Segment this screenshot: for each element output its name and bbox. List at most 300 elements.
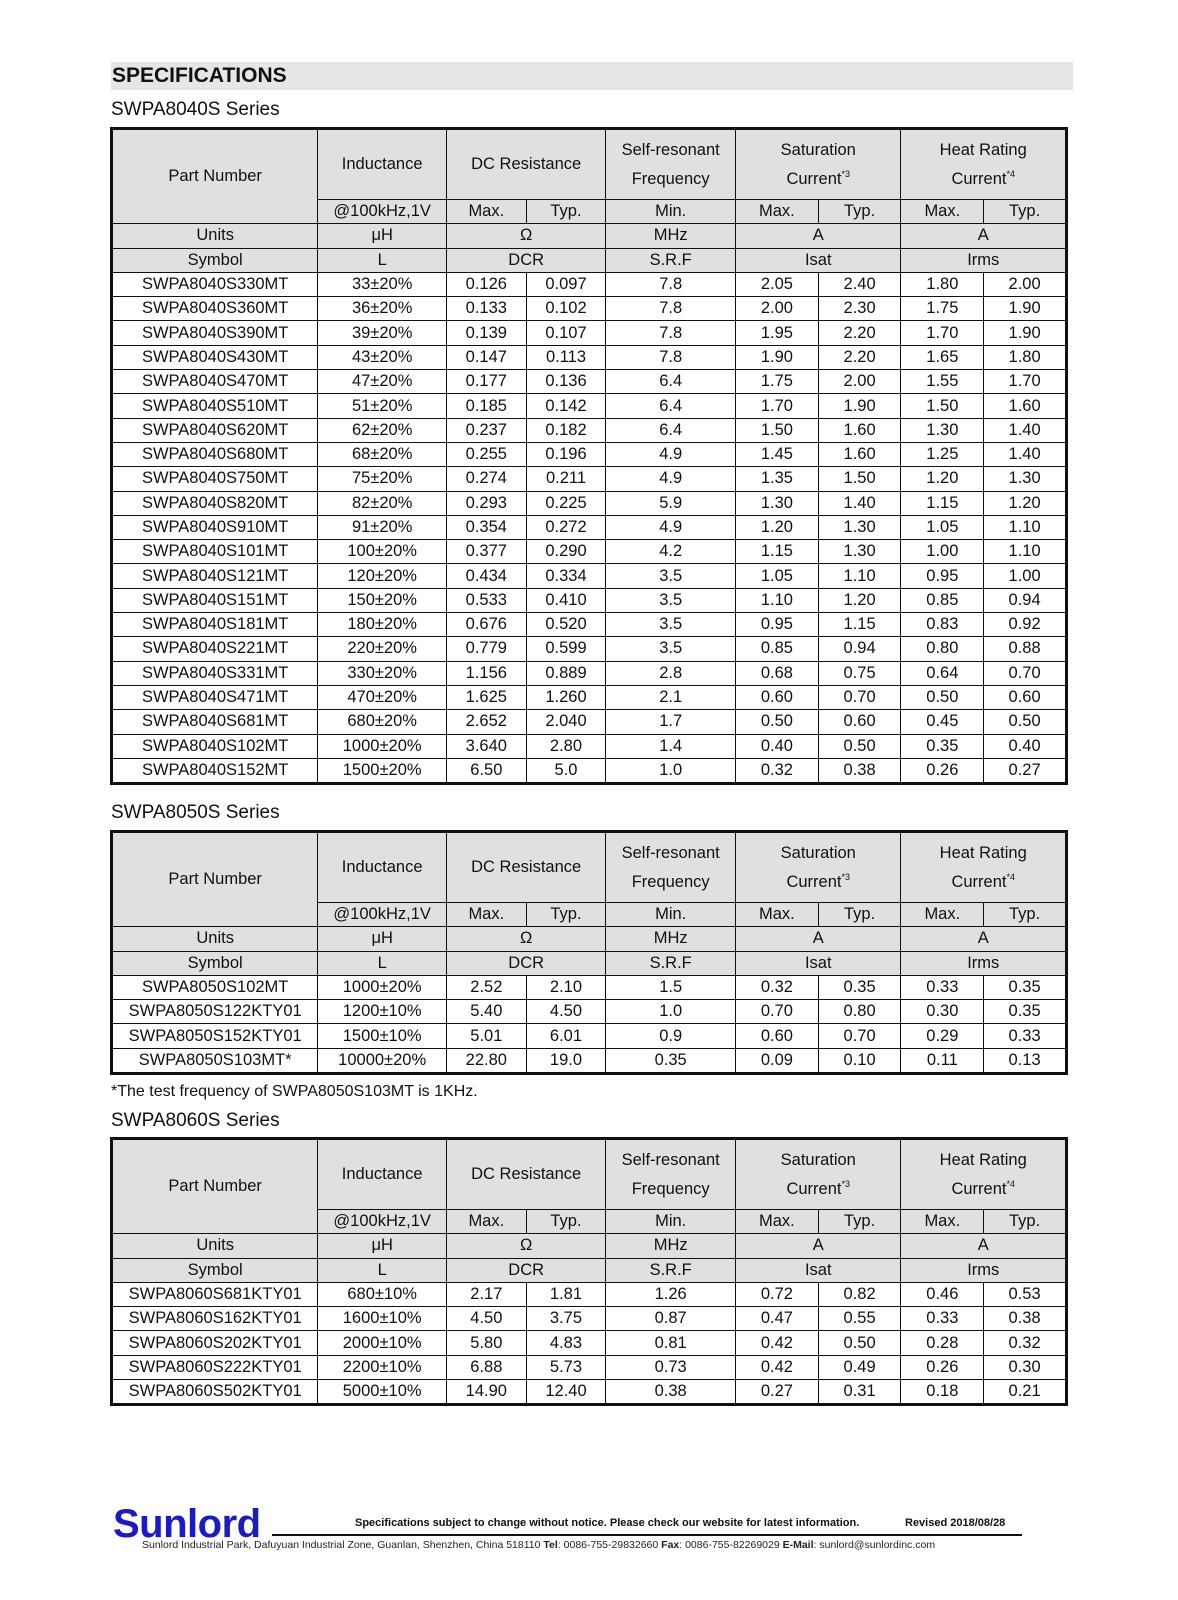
cell-irms-typ: 1.40 xyxy=(984,442,1067,466)
table-row xyxy=(112,710,1067,734)
cell-part-number: SWPA8060S222KTY01 xyxy=(112,1355,318,1379)
cell-part-number: SWPA8040S152MT xyxy=(112,758,318,783)
cell-irms-typ: 0.35 xyxy=(984,1000,1067,1024)
cell-irms-typ: 0.27 xyxy=(984,758,1067,783)
cell-irms-typ: 1.20 xyxy=(984,491,1067,515)
cell-isat-typ: 2.20 xyxy=(818,345,901,369)
unit-srf: MHz xyxy=(606,224,736,248)
header-heat-rating-current xyxy=(901,1139,1067,1210)
address-text: Sunlord Industrial Park, Dafuyuan Industrial Zone, Guanlan, Shenzhen, China 518110 xyxy=(142,1539,541,1551)
spec-table xyxy=(110,1137,1068,1406)
cell-isat-max: 0.70 xyxy=(736,1000,819,1024)
unit-dcr: Ω xyxy=(447,1234,606,1258)
cell-isat-typ: 0.35 xyxy=(818,975,901,999)
cell-part-number: SWPA8040S510MT xyxy=(112,394,318,418)
cell-inductance: 2200±10% xyxy=(318,1355,447,1379)
cell-isat-max: 1.90 xyxy=(736,345,819,369)
cell-inductance: 1600±10% xyxy=(318,1307,447,1331)
cell-irms-typ: 0.50 xyxy=(984,710,1067,734)
footer-divider xyxy=(272,1534,1022,1536)
cell-part-number: SWPA8040S390MT xyxy=(112,321,318,345)
cell-dcr-typ: 1.260 xyxy=(526,685,606,709)
cell-isat-typ: 2.00 xyxy=(818,370,901,394)
cell-irms-max: 0.11 xyxy=(901,1048,984,1073)
header-saturation-current xyxy=(736,1139,901,1210)
cell-dcr-max: 0.533 xyxy=(447,588,527,612)
cell-srf-min: 3.5 xyxy=(606,637,736,661)
cell-irms-max: 0.46 xyxy=(901,1282,984,1306)
cell-isat-typ: 0.80 xyxy=(818,1000,901,1024)
cell-isat-max: 0.32 xyxy=(736,758,819,783)
cell-irms-typ: 0.88 xyxy=(984,637,1067,661)
subheader-typ: Typ. xyxy=(984,200,1067,224)
cell-irms-typ: 0.21 xyxy=(984,1380,1067,1405)
footer-address xyxy=(142,1539,935,1551)
cell-isat-max: 2.00 xyxy=(736,297,819,321)
cell-inductance: 1200±10% xyxy=(318,1000,447,1024)
table-row xyxy=(112,588,1067,612)
cell-dcr-max: 5.80 xyxy=(447,1331,527,1355)
header-srf-line2: Frequency xyxy=(631,872,710,891)
symbol-label: Symbol xyxy=(112,1258,318,1282)
cell-dcr-typ: 0.889 xyxy=(526,661,606,685)
symbol-dcr: DCR xyxy=(447,951,606,975)
cell-dcr-typ: 5.73 xyxy=(526,1355,606,1379)
cell-part-number: SWPA8040S221MT xyxy=(112,637,318,661)
cell-srf-min: 0.35 xyxy=(606,1048,736,1073)
cell-inductance: 39±20% xyxy=(318,321,447,345)
cell-isat-max: 0.72 xyxy=(736,1282,819,1306)
subheader-typ: Typ. xyxy=(526,1210,606,1234)
cell-inductance: 33±20% xyxy=(318,272,447,296)
units-label: Units xyxy=(112,224,318,248)
cell-irms-typ: 1.00 xyxy=(984,564,1067,588)
unit-isat: A xyxy=(736,927,901,951)
cell-irms-max: 0.33 xyxy=(901,1307,984,1331)
cell-isat-max: 1.70 xyxy=(736,394,819,418)
cell-isat-max: 1.30 xyxy=(736,491,819,515)
cell-isat-typ: 0.94 xyxy=(818,637,901,661)
header-sat-line1: Saturation xyxy=(780,140,856,159)
cell-inductance: 120±20% xyxy=(318,564,447,588)
header-heat-note: *4 xyxy=(1006,871,1015,882)
cell-srf-min: 2.1 xyxy=(606,685,736,709)
table-row xyxy=(112,1355,1067,1379)
header-heat-line1: Heat Rating xyxy=(939,140,1027,159)
cell-irms-max: 1.55 xyxy=(901,370,984,394)
cell-isat-max: 0.50 xyxy=(736,710,819,734)
cell-dcr-typ: 5.0 xyxy=(526,758,606,783)
table-row xyxy=(112,564,1067,588)
cell-dcr-typ: 0.182 xyxy=(526,418,606,442)
cell-isat-max: 0.85 xyxy=(736,637,819,661)
cell-inductance: 1500±20% xyxy=(318,758,447,783)
cell-inductance: 220±20% xyxy=(318,637,447,661)
cell-part-number: SWPA8040S151MT xyxy=(112,588,318,612)
header-inductance: Inductance xyxy=(318,1139,447,1210)
fax-value: : 0086-755-82269029 xyxy=(679,1539,780,1551)
cell-irms-max: 1.15 xyxy=(901,491,984,515)
cell-srf-min: 3.5 xyxy=(606,588,736,612)
cell-part-number: SWPA8060S162KTY01 xyxy=(112,1307,318,1331)
table-row xyxy=(112,418,1067,442)
cell-srf-min: 6.4 xyxy=(606,370,736,394)
header-sat-line2: Current xyxy=(786,169,842,188)
cell-isat-max: 2.05 xyxy=(736,272,819,296)
cell-isat-max: 1.95 xyxy=(736,321,819,345)
subheader-typ: Typ. xyxy=(818,1210,901,1234)
cell-dcr-typ: 0.520 xyxy=(526,613,606,637)
cell-inductance: 1500±10% xyxy=(318,1024,447,1048)
header-inductance: Inductance xyxy=(318,832,447,903)
subheader-typ: Typ. xyxy=(818,903,901,927)
unit-isat: A xyxy=(736,1234,901,1258)
units-label: Units xyxy=(112,927,318,951)
cell-irms-max: 1.25 xyxy=(901,442,984,466)
cell-srf-min: 3.5 xyxy=(606,564,736,588)
cell-srf-min: 7.8 xyxy=(606,345,736,369)
cell-dcr-max: 2.652 xyxy=(447,710,527,734)
cell-isat-typ: 2.20 xyxy=(818,321,901,345)
series-title: SWPA8050S Series xyxy=(111,802,280,823)
header-saturation-current xyxy=(736,129,901,200)
cell-irms-typ: 1.80 xyxy=(984,345,1067,369)
fax-label: Fax xyxy=(661,1539,680,1551)
header-dc-resistance: DC Resistance xyxy=(447,832,606,903)
table-row xyxy=(112,394,1067,418)
cell-irms-typ: 0.33 xyxy=(984,1024,1067,1048)
sunlord-logo: Sunlord xyxy=(113,1502,261,1546)
symbol-label: Symbol xyxy=(112,951,318,975)
table-row xyxy=(112,613,1067,637)
cell-part-number: SWPA8040S681MT xyxy=(112,710,318,734)
cell-srf-min: 4.2 xyxy=(606,540,736,564)
subheader-cond: @100kHz,1V xyxy=(318,1210,447,1234)
symbol-row xyxy=(112,1258,1067,1282)
subheader-max: Max. xyxy=(447,1210,527,1234)
header-srf-line1: Self-resonant xyxy=(621,1150,720,1169)
cell-dcr-max: 5.40 xyxy=(447,1000,527,1024)
cell-part-number: SWPA8040S181MT xyxy=(112,613,318,637)
cell-dcr-typ: 1.81 xyxy=(526,1282,606,1306)
table-row xyxy=(112,734,1067,758)
table-row xyxy=(112,442,1067,466)
cell-srf-min: 4.9 xyxy=(606,442,736,466)
subheader-typ: Typ. xyxy=(526,200,606,224)
cell-irms-max: 0.35 xyxy=(901,734,984,758)
cell-part-number: SWPA8040S102MT xyxy=(112,734,318,758)
symbol-dcr: DCR xyxy=(447,1258,606,1282)
spec-table xyxy=(110,830,1068,1075)
subheader-max: Max. xyxy=(447,200,527,224)
table-row xyxy=(112,1380,1067,1405)
cell-dcr-max: 0.177 xyxy=(447,370,527,394)
unit-isat: A xyxy=(736,224,901,248)
cell-isat-typ: 1.60 xyxy=(818,418,901,442)
cell-dcr-max: 0.237 xyxy=(447,418,527,442)
cell-irms-typ: 0.35 xyxy=(984,975,1067,999)
cell-irms-max: 0.26 xyxy=(901,758,984,783)
header-sat-line1: Saturation xyxy=(780,1150,856,1169)
cell-srf-min: 6.4 xyxy=(606,394,736,418)
cell-inductance: 470±20% xyxy=(318,685,447,709)
cell-dcr-max: 14.90 xyxy=(447,1380,527,1405)
cell-irms-typ: 1.90 xyxy=(984,321,1067,345)
subheader-max: Max. xyxy=(901,1210,984,1234)
cell-irms-max: 0.18 xyxy=(901,1380,984,1405)
subheader-max: Max. xyxy=(736,903,819,927)
cell-irms-max: 0.28 xyxy=(901,1331,984,1355)
cell-part-number: SWPA8040S121MT xyxy=(112,564,318,588)
cell-dcr-typ: 0.290 xyxy=(526,540,606,564)
cell-part-number: SWPA8040S470MT xyxy=(112,370,318,394)
cell-srf-min: 1.7 xyxy=(606,710,736,734)
cell-irms-max: 0.64 xyxy=(901,661,984,685)
cell-isat-typ: 1.60 xyxy=(818,442,901,466)
cell-dcr-typ: 0.272 xyxy=(526,515,606,539)
cell-dcr-typ: 0.410 xyxy=(526,588,606,612)
cell-inductance: 680±10% xyxy=(318,1282,447,1306)
cell-isat-max: 0.09 xyxy=(736,1048,819,1073)
cell-dcr-max: 0.274 xyxy=(447,467,527,491)
cell-srf-min: 2.8 xyxy=(606,661,736,685)
cell-inductance: 43±20% xyxy=(318,345,447,369)
table-row xyxy=(112,758,1067,783)
cell-dcr-typ: 0.113 xyxy=(526,345,606,369)
cell-part-number: SWPA8050S152KTY01 xyxy=(112,1024,318,1048)
cell-dcr-typ: 3.75 xyxy=(526,1307,606,1331)
cell-part-number: SWPA8040S360MT xyxy=(112,297,318,321)
cell-inductance: 100±20% xyxy=(318,540,447,564)
cell-isat-max: 0.42 xyxy=(736,1331,819,1355)
tel-value: : 0086-755-29832660 xyxy=(557,1539,659,1551)
cell-inductance: 180±20% xyxy=(318,613,447,637)
email-value: : sunlord@sunlordinc.com xyxy=(813,1539,936,1551)
cell-part-number: SWPA8040S331MT xyxy=(112,661,318,685)
cell-srf-min: 3.5 xyxy=(606,613,736,637)
cell-isat-max: 0.95 xyxy=(736,613,819,637)
subheader-max: Max. xyxy=(901,903,984,927)
cell-inductance: 47±20% xyxy=(318,370,447,394)
cell-dcr-max: 0.293 xyxy=(447,491,527,515)
subheader-cond: @100kHz,1V xyxy=(318,200,447,224)
header-heat-note: *4 xyxy=(1006,1178,1015,1189)
cell-part-number: SWPA8060S681KTY01 xyxy=(112,1282,318,1306)
cell-srf-min: 7.8 xyxy=(606,297,736,321)
cell-part-number: SWPA8050S122KTY01 xyxy=(112,1000,318,1024)
unit-dcr: Ω xyxy=(447,927,606,951)
cell-inductance: 5000±10% xyxy=(318,1380,447,1405)
cell-isat-typ: 0.70 xyxy=(818,685,901,709)
table-row xyxy=(112,1282,1067,1306)
cell-irms-typ: 0.92 xyxy=(984,613,1067,637)
cell-isat-max: 1.35 xyxy=(736,467,819,491)
header-sat-note: *3 xyxy=(841,168,851,179)
symbol-srf: S.R.F xyxy=(606,1258,736,1282)
cell-irms-typ: 0.60 xyxy=(984,685,1067,709)
cell-irms-max: 1.75 xyxy=(901,297,984,321)
table-row xyxy=(112,540,1067,564)
header-srf xyxy=(606,1139,736,1210)
cell-irms-max: 0.85 xyxy=(901,588,984,612)
cell-dcr-typ: 19.0 xyxy=(526,1048,606,1073)
header-srf-line1: Self-resonant xyxy=(621,843,720,862)
cell-isat-typ: 1.50 xyxy=(818,467,901,491)
header-heat-line2: Current xyxy=(951,872,1007,891)
cell-srf-min: 6.4 xyxy=(606,418,736,442)
header-heat-line1: Heat Rating xyxy=(939,843,1027,862)
cell-dcr-typ: 0.225 xyxy=(526,491,606,515)
cell-inductance: 36±20% xyxy=(318,297,447,321)
cell-irms-typ: 0.32 xyxy=(984,1331,1067,1355)
cell-dcr-max: 0.255 xyxy=(447,442,527,466)
cell-irms-typ: 1.30 xyxy=(984,467,1067,491)
table-row xyxy=(112,272,1067,296)
cell-isat-max: 0.40 xyxy=(736,734,819,758)
symbol-irms: Irms xyxy=(901,1258,1067,1282)
cell-isat-typ: 1.15 xyxy=(818,613,901,637)
cell-isat-typ: 2.40 xyxy=(818,272,901,296)
cell-isat-max: 1.20 xyxy=(736,515,819,539)
header-srf-line2: Frequency xyxy=(631,169,710,188)
cell-dcr-max: 0.147 xyxy=(447,345,527,369)
table-row xyxy=(112,1000,1067,1024)
cell-dcr-typ: 0.142 xyxy=(526,394,606,418)
cell-dcr-max: 4.50 xyxy=(447,1307,527,1331)
cell-srf-min: 1.0 xyxy=(606,1000,736,1024)
cell-dcr-max: 0.434 xyxy=(447,564,527,588)
cell-dcr-typ: 4.83 xyxy=(526,1331,606,1355)
table-row xyxy=(112,370,1067,394)
cell-part-number: SWPA8040S620MT xyxy=(112,418,318,442)
cell-isat-typ: 2.30 xyxy=(818,297,901,321)
series-title: SWPA8040S Series xyxy=(111,99,280,120)
symbol-label: Symbol xyxy=(112,248,318,272)
cell-dcr-typ: 2.040 xyxy=(526,710,606,734)
cell-dcr-typ: 0.102 xyxy=(526,297,606,321)
header-heat-rating-current xyxy=(901,832,1067,903)
cell-dcr-typ: 2.10 xyxy=(526,975,606,999)
cell-isat-typ: 1.30 xyxy=(818,540,901,564)
cell-isat-max: 0.47 xyxy=(736,1307,819,1331)
cell-irms-max: 0.50 xyxy=(901,685,984,709)
cell-isat-max: 1.50 xyxy=(736,418,819,442)
cell-irms-max: 0.26 xyxy=(901,1355,984,1379)
footnote: *The test frequency of SWPA8050S103MT is 1KHz. xyxy=(111,1083,478,1100)
symbol-isat: Isat xyxy=(736,248,901,272)
subheader-min: Min. xyxy=(606,200,736,224)
cell-part-number: SWPA8040S471MT xyxy=(112,685,318,709)
cell-srf-min: 5.9 xyxy=(606,491,736,515)
table-row xyxy=(112,1024,1067,1048)
table-row xyxy=(112,1307,1067,1331)
cell-isat-max: 0.32 xyxy=(736,975,819,999)
cell-irms-typ: 0.40 xyxy=(984,734,1067,758)
unit-srf: MHz xyxy=(606,927,736,951)
cell-dcr-max: 0.377 xyxy=(447,540,527,564)
header-heat-note: *4 xyxy=(1006,168,1015,179)
subheader-typ: Typ. xyxy=(526,903,606,927)
header-srf xyxy=(606,129,736,200)
unit-dcr: Ω xyxy=(447,224,606,248)
symbol-isat: Isat xyxy=(736,1258,901,1282)
cell-inductance: 2000±10% xyxy=(318,1331,447,1355)
cell-inductance: 680±20% xyxy=(318,710,447,734)
cell-srf-min: 1.26 xyxy=(606,1282,736,1306)
cell-irms-typ: 0.70 xyxy=(984,661,1067,685)
cell-dcr-max: 0.126 xyxy=(447,272,527,296)
subheader-max: Max. xyxy=(447,903,527,927)
table-row xyxy=(112,975,1067,999)
header-dc-resistance: DC Resistance xyxy=(447,129,606,200)
cell-dcr-typ: 0.107 xyxy=(526,321,606,345)
cell-dcr-max: 0.676 xyxy=(447,613,527,637)
cell-isat-max: 0.68 xyxy=(736,661,819,685)
cell-inductance: 150±20% xyxy=(318,588,447,612)
cell-irms-max: 0.83 xyxy=(901,613,984,637)
cell-srf-min: 4.9 xyxy=(606,515,736,539)
cell-srf-min: 4.9 xyxy=(606,467,736,491)
subheader-typ: Typ. xyxy=(984,903,1067,927)
header-part-number: Part Number xyxy=(112,1139,318,1234)
cell-dcr-max: 0.354 xyxy=(447,515,527,539)
symbol-isat: Isat xyxy=(736,951,901,975)
symbol-row xyxy=(112,248,1067,272)
header-row xyxy=(112,1139,1067,1210)
cell-irms-typ: 1.10 xyxy=(984,540,1067,564)
table-row xyxy=(112,345,1067,369)
table-row xyxy=(112,467,1067,491)
symbol-srf: S.R.F xyxy=(606,951,736,975)
unit-inductance: μH xyxy=(318,927,447,951)
cell-part-number: SWPA8050S103MT* xyxy=(112,1048,318,1073)
cell-irms-typ: 1.40 xyxy=(984,418,1067,442)
cell-srf-min: 0.81 xyxy=(606,1331,736,1355)
cell-dcr-max: 0.779 xyxy=(447,637,527,661)
cell-dcr-max: 2.52 xyxy=(447,975,527,999)
header-part-number: Part Number xyxy=(112,129,318,224)
cell-inductance: 330±20% xyxy=(318,661,447,685)
spec-table xyxy=(110,127,1068,785)
cell-isat-typ: 0.50 xyxy=(818,1331,901,1355)
symbol-irms: Irms xyxy=(901,951,1067,975)
header-srf-line2: Frequency xyxy=(631,1179,710,1198)
cell-irms-max: 1.30 xyxy=(901,418,984,442)
cell-irms-max: 1.20 xyxy=(901,467,984,491)
cell-irms-max: 1.50 xyxy=(901,394,984,418)
unit-irms: A xyxy=(901,927,1067,951)
cell-part-number: SWPA8040S330MT xyxy=(112,272,318,296)
symbol-inductance: L xyxy=(318,1258,447,1282)
cell-srf-min: 0.38 xyxy=(606,1380,736,1405)
header-sat-line2: Current xyxy=(786,1179,842,1198)
header-sat-line1: Saturation xyxy=(780,843,856,862)
tel-label: Tel xyxy=(543,1539,558,1551)
cell-irms-typ: 0.94 xyxy=(984,588,1067,612)
symbol-irms: Irms xyxy=(901,248,1067,272)
cell-part-number: SWPA8040S820MT xyxy=(112,491,318,515)
cell-isat-typ: 1.10 xyxy=(818,564,901,588)
symbol-inductance: L xyxy=(318,248,447,272)
table-row xyxy=(112,661,1067,685)
cell-irms-typ: 0.38 xyxy=(984,1307,1067,1331)
cell-dcr-typ: 4.50 xyxy=(526,1000,606,1024)
cell-irms-typ: 0.30 xyxy=(984,1355,1067,1379)
cell-dcr-max: 2.17 xyxy=(447,1282,527,1306)
cell-inductance: 51±20% xyxy=(318,394,447,418)
cell-dcr-max: 1.625 xyxy=(447,685,527,709)
cell-isat-typ: 0.38 xyxy=(818,758,901,783)
